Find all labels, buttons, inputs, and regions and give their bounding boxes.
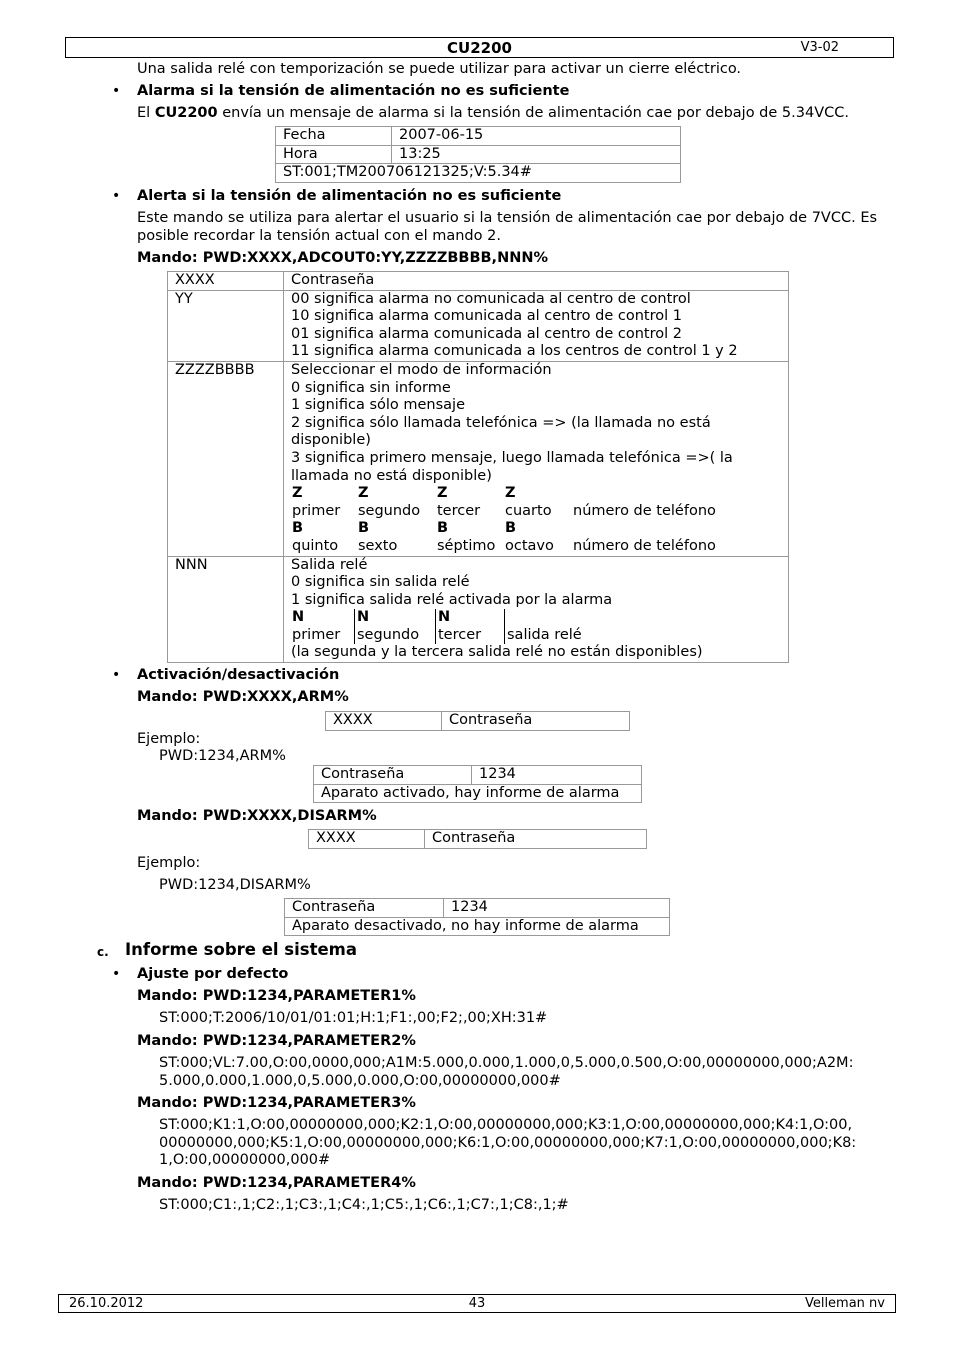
cell: Contraseña (442, 712, 630, 731)
cell: séptimo (437, 537, 496, 554)
arm-heading: Activación/desactivación (137, 667, 340, 683)
cell: B (292, 520, 304, 537)
cell: 13:25 (392, 145, 681, 164)
cell: octavo (505, 537, 554, 554)
page-footer (58, 1294, 896, 1313)
cell: B (358, 520, 370, 537)
cell: segundo (358, 502, 421, 519)
disarm-result-table (284, 898, 670, 936)
section-title: Informe sobre el sistema (125, 940, 357, 959)
cell (505, 609, 584, 627)
cell: NNN (168, 556, 284, 663)
cell: cuarto (505, 502, 552, 519)
default-heading: Ajuste por defecto (137, 966, 289, 982)
cell: ZZZZBBBB (168, 361, 284, 556)
param3-output-3: 1,O:00,00000000,000# (159, 1152, 331, 1168)
adcout-table (167, 271, 789, 663)
cell (571, 520, 718, 538)
param2-output-2: 5.000,0.000,1.000,0,5.000,0.000,O:00,00000000,000# (159, 1073, 561, 1089)
header-version: V3-02 (800, 40, 839, 55)
cell: primer (292, 502, 341, 519)
line: 1 significa sólo mensaje (291, 397, 465, 414)
line: 0 significa sin salida relé (291, 574, 470, 591)
footer-page-number: 43 (468, 1296, 486, 1311)
line: disponible) (291, 432, 371, 449)
cell: número de teléfono (573, 537, 716, 554)
cell: 2007-06-15 (392, 127, 681, 146)
param4-output: ST:000;C1:,1;C2:,1;C3:,1;C4:,1;C5:,1;C6:,1;C7:,1;C8:,1;# (159, 1197, 569, 1213)
param2-command: Mando: PWD:1234,PARAMETER2% (137, 1033, 416, 1049)
example-label: Ejemplo: (137, 731, 201, 747)
line: 00 significa alarma no comunicada al centro de control (291, 290, 691, 307)
line: 10 significa alarma comunicada al centro de control 1 (291, 308, 682, 325)
cell: Contraseña (314, 766, 472, 785)
cell: XXXX (309, 830, 425, 849)
line: 11 significa alarma comunicada a los centros de control 1 y 2 (291, 343, 738, 360)
cell: Aparato activado, hay informe de alarma (314, 784, 642, 803)
line: Salida relé (291, 556, 368, 573)
cell: 1234 (444, 899, 670, 918)
cell: quinto (292, 537, 339, 554)
param1-output: ST:000;T:2006/10/01/01:01;H:1;F1:,00;F2;,00;XH:31# (159, 1010, 548, 1026)
arm-result-table (313, 765, 642, 803)
line: (la segunda y la tercera salida relé no están disponibles) (291, 644, 703, 661)
cell: B (505, 520, 517, 537)
param2-output-1: ST:000;VL:7.00,O:00,0000,000;A1M:5.000,0.000,1.000,0,5.000,0.500,O:00,00000000,000;A2M: (159, 1055, 854, 1071)
arm-command: Mando: PWD:XXXX,ARM% (137, 689, 349, 705)
alarm-heading: Alarma si la tensión de alimentación no es suficiente (137, 83, 570, 99)
footer-company: Velleman nv (804, 1296, 885, 1311)
alarm-text: El CU2200 envía un mensaje de alarma si la tensión de alimentación cae por debajo de 5.34VCC. (137, 105, 849, 121)
cell: 1234 (472, 766, 642, 785)
line: 2 significa sólo llamada telefónica => (la llamada no está (291, 414, 711, 431)
bullet-icon: • (112, 667, 121, 683)
cell: ST:001;TM200706121325;V:5.34# (276, 164, 681, 183)
line: 01 significa alarma comunicada al centro de control 2 (291, 325, 682, 342)
section-letter: c. (97, 945, 109, 959)
cell: tercer (437, 502, 481, 519)
alarm-table (275, 126, 681, 183)
param1-command: Mando: PWD:1234,PARAMETER1% (137, 988, 416, 1004)
footer-date: 26.10.2012 (69, 1296, 144, 1311)
param3-output-2: 00000000,000;K5:1,O:00,00000000,000;K6:1,O:00,00000000,000;K7:1,O:00,00000000,000;K8: (159, 1135, 857, 1151)
cell: tercer (436, 627, 505, 645)
line: Seleccionar el modo de información (291, 361, 552, 378)
example-command: PWD:1234,ARM% (159, 748, 286, 764)
param4-command: Mando: PWD:1234,PARAMETER4% (137, 1175, 416, 1191)
cell: Z (358, 485, 369, 502)
bullet-icon: • (112, 188, 121, 204)
page-header (65, 37, 894, 58)
cell: sexto (358, 537, 398, 554)
intro-text: Una salida relé con temporización se puede utilizar para activar un cierre eléctrico. (137, 61, 742, 77)
line: 1 significa salida relé activada por la alarma (291, 591, 613, 608)
header-title: CU2200 (447, 39, 512, 57)
cell: salida relé (507, 626, 582, 643)
cell: B (437, 520, 449, 537)
cell: Hora (276, 145, 392, 164)
cell: segundo (355, 627, 436, 645)
cell: Z (437, 485, 448, 502)
cell-z (284, 361, 789, 556)
cell: primer (290, 627, 355, 645)
cell: XXXX (168, 272, 284, 291)
line: llamada no está disponible) (291, 467, 492, 484)
cell: Fecha (276, 127, 392, 146)
alert-text-2: posible recordar la tensión actual con el mando 2. (137, 228, 501, 244)
cell: N (290, 609, 355, 627)
bullet-icon: • (112, 83, 121, 99)
param3-output-1: ST:000;K1:1,O:00,00000000,000;K2:1,O:00,00000000,000;K3:1,O:00,00000000,000;K4:1,O:00, (159, 1117, 853, 1133)
z-grid (290, 485, 718, 555)
cell: Aparato desactivado, no hay informe de alarma (285, 917, 670, 936)
cell-n (284, 556, 789, 663)
cell: Z (505, 485, 516, 502)
alert-text-1: Este mando se utiliza para alertar el usuario si la tensión de alimentación cae por debajo de 7VCC. Es (137, 210, 878, 226)
disarm-table (308, 829, 647, 849)
disarm-command: Mando: PWD:XXXX,DISARM% (137, 808, 377, 824)
cell: N (436, 609, 505, 627)
n-grid (290, 609, 584, 644)
example-label: Ejemplo: (137, 855, 201, 871)
line: 0 significa sin informe (291, 379, 451, 396)
alert-command: Mando: PWD:XXXX,ADCOUT0:YY,ZZZZBBBB,NNN% (137, 250, 548, 266)
param3-command: Mando: PWD:1234,PARAMETER3% (137, 1095, 416, 1111)
cell (571, 485, 718, 503)
cell: YY (168, 290, 284, 361)
bullet-icon: • (112, 966, 121, 982)
alert-heading: Alerta si la tensión de alimentación no es suficiente (137, 188, 562, 204)
cell: número de teléfono (573, 502, 716, 519)
line: 3 significa primero mensaje, luego llamada telefónica =>( la (291, 449, 733, 466)
arm-table (325, 711, 630, 731)
cell: Contraseña (425, 830, 647, 849)
cell-yy (284, 290, 789, 361)
cell: XXXX (326, 712, 442, 731)
cell: N (355, 609, 436, 627)
cell: Contraseña (284, 272, 789, 291)
example-command: PWD:1234,DISARM% (159, 877, 311, 893)
cell: Z (292, 485, 303, 502)
cell: Contraseña (285, 899, 444, 918)
